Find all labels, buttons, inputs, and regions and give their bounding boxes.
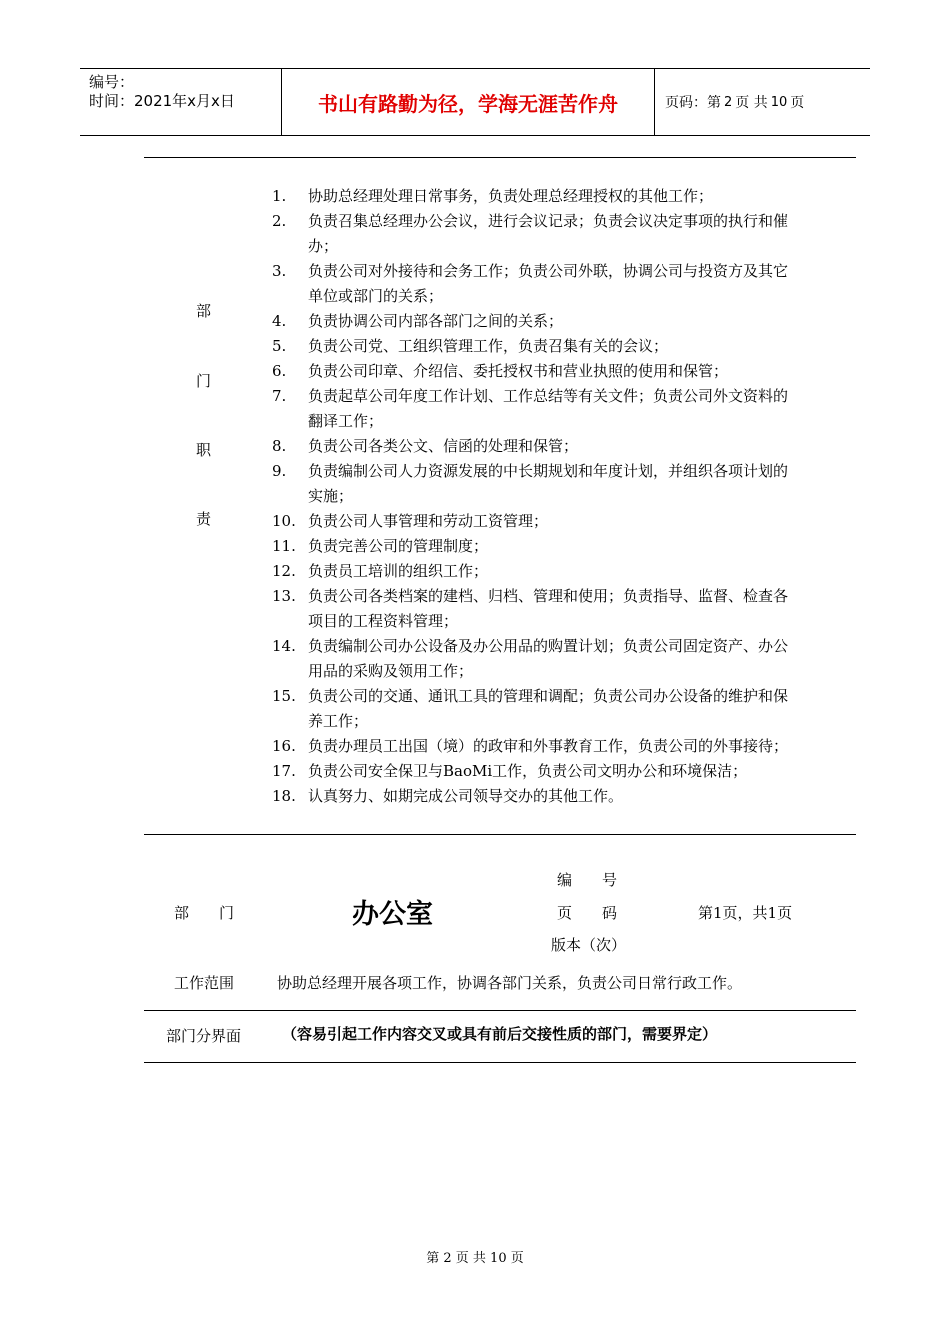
duty-text: 负责召集总经理办公会议，进行会议记录；负责会议决定事项的执行和催 (308, 212, 789, 230)
duty-number: 3. (272, 262, 287, 280)
duty-item (272, 459, 852, 509)
side-label-char: 职 (196, 441, 212, 459)
duty-item (272, 309, 852, 334)
duty-item (272, 634, 852, 684)
page-suffix: 页 (790, 95, 805, 111)
duty-number: 8. (272, 437, 287, 455)
page-current: 2 (724, 94, 733, 110)
scope-label: 工作范围 (174, 974, 235, 992)
duty-number: 11. (272, 537, 296, 555)
duty-number: 15. (272, 687, 296, 705)
duty-text: 负责编制公司办公设备及办公用品的购置计划；负责公司固定资产、办公 (308, 637, 789, 655)
dept-label: 部 门 (174, 904, 235, 922)
boundary-value: （容易引起工作内容交叉或具有前后交接性质的部门，需要界定） (282, 1025, 718, 1043)
duty-number: 2. (272, 212, 287, 230)
duty-text: 负责员工培训的组织工作； (308, 562, 489, 580)
duty-text: 负责公司党、工组织管理工作，负责召集有关的会议； (308, 337, 669, 355)
duty-number: 12. (272, 562, 296, 580)
boundary-label: 部门分界面 (166, 1027, 242, 1045)
duty-number: 13. (272, 587, 296, 605)
duty-text: 负责公司的交通、通讯工具的管理和调配；负责公司办公设备的维护和保 (308, 687, 789, 705)
divider-bottom (144, 1062, 856, 1063)
code-label: 编 号 (557, 871, 618, 889)
duty-item (272, 259, 852, 309)
duty-number: 10. (272, 512, 296, 530)
side-label-char: 门 (196, 372, 212, 390)
header-meta (80, 69, 282, 135)
dept-name: 办公室 (352, 899, 433, 930)
duty-number: 5. (272, 337, 287, 355)
duty-number: 7. (272, 387, 287, 405)
duty-text: 实施； (308, 487, 354, 505)
duty-text: 认真努力、如期完成公司领导交办的其他工作。 (308, 787, 624, 805)
duty-text: 负责公司各类档案的建档、归档、管理和使用；负责指导、监督、检查各 (308, 587, 789, 605)
duty-item (272, 759, 852, 784)
divider-top (144, 157, 856, 158)
duty-text: 负责公司安全保卫与BaoMi工作，负责公司文明办公和环境保洁； (308, 762, 748, 780)
side-label-char: 部 (196, 302, 212, 320)
duty-number: 9. (272, 462, 287, 480)
page-label: 页 码 (557, 904, 618, 922)
duty-number: 18. (272, 787, 296, 805)
duty-item (272, 584, 852, 634)
duties-list (272, 184, 852, 809)
duty-number: 6. (272, 362, 287, 380)
duty-text: 负责完善公司的管理制度； (308, 537, 489, 555)
header-page-info (655, 69, 870, 135)
duty-text: 负责编制公司人力资源发展的中长期规划和年度计划，并组织各项计划的 (308, 462, 789, 480)
duty-item (272, 209, 852, 259)
duty-number: 16. (272, 737, 296, 755)
duty-text: 协助总经理处理日常事务，负责处理总经理授权的其他工作； (308, 187, 714, 205)
scope-value: 协助总经理开展各项工作，协调各部门关系，负责公司日常行政工作。 (277, 974, 743, 992)
duty-item (272, 184, 852, 209)
page-header (80, 68, 870, 136)
side-label-char: 责 (196, 510, 212, 528)
duty-text: 负责协调公司内部各部门之间的关系； (308, 312, 564, 330)
duty-text: 负责公司人事管理和劳动工资管理； (308, 512, 549, 530)
duty-item (272, 734, 852, 759)
header-motto: 书山有路勤为径，学海无涯苦作舟 (282, 69, 655, 135)
duty-number: 17. (272, 762, 296, 780)
duty-number: 14. (272, 637, 296, 655)
page-mid: 页 共 (735, 95, 768, 111)
doc-code-label: 编号： (89, 73, 135, 91)
divider-mid (144, 834, 856, 835)
divider-scope (144, 1010, 856, 1011)
doc-date: 时间：2021年x月x日 (89, 92, 235, 110)
duty-number: 1. (272, 187, 287, 205)
duty-item (272, 509, 852, 534)
version-label: 版本（次） (551, 936, 627, 954)
duty-item (272, 534, 852, 559)
duty-text: 办； (308, 237, 339, 255)
duty-text: 养工作； (308, 712, 369, 730)
duty-number: 4. (272, 312, 287, 330)
duty-item (272, 334, 852, 359)
duty-item (272, 384, 852, 434)
duty-text: 负责公司印章、介绍信、委托授权书和营业执照的使用和保管； (308, 362, 729, 380)
duty-item (272, 559, 852, 584)
duty-text: 单位或部门的关系； (308, 287, 444, 305)
duty-text: 用品的采购及领用工作； (308, 662, 474, 680)
page-value: 第1页，共1页 (698, 904, 793, 922)
duty-text: 翻译工作； (308, 412, 384, 430)
page-prefix: 页码：第 (665, 95, 721, 111)
duty-text: 负责公司各类公文、信函的处理和保管； (308, 437, 579, 455)
duty-item (272, 359, 852, 384)
duty-text: 负责起草公司年度工作计划、工作总结等有关文件；负责公司外文资料的 (308, 387, 789, 405)
duty-item (272, 434, 852, 459)
duty-text: 项目的工程资料管理； (308, 612, 459, 630)
page-footer: 第 2 页 共 10 页 (426, 1251, 524, 1266)
duty-text: 负责公司对外接待和会务工作；负责公司外联，协调公司与投资方及其它 (308, 262, 789, 280)
duty-item (272, 684, 852, 734)
duty-item (272, 784, 852, 809)
page-total: 10 (770, 94, 788, 110)
duty-text: 负责办理员工出国（境）的政审和外事教育工作，负责公司的外事接待； (308, 737, 789, 755)
